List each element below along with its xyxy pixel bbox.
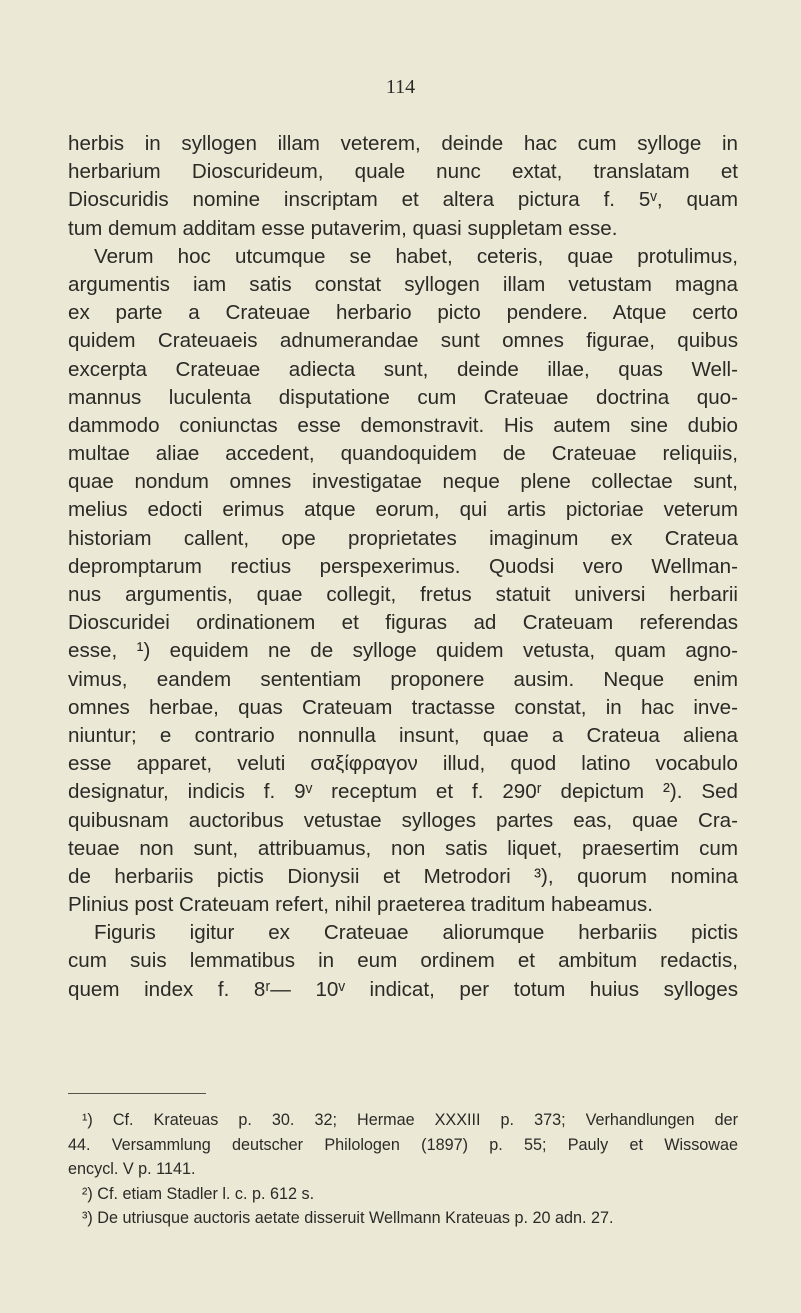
footnote-line: ²) Cf. etiam Stadler l. c. p. 612 s. — [82, 1184, 315, 1203]
text-line: tum demum additam esse putaverim, quasi suppletam esse. — [68, 216, 618, 240]
footnote-line: ³) De utriusque auctoris aetate disseruit Wellmann Krateuas p. 20 adn. 27. — [82, 1209, 614, 1227]
text-line: multae aliae accedent, quandoquidem de Crateuae reliquiis, — [68, 442, 738, 466]
text-line: ex parte a Crateuae herbario picto pendere. Atque certo — [68, 301, 738, 325]
footnote-line: 44. Versammlung deutscher Philologen (1897) p. 55; Pauly et Wissowae — [68, 1135, 738, 1154]
text-line: Figuris igitur ex Crateuae aliorumque herbariis pictis — [94, 921, 738, 945]
text-line: depromptarum rectius perspexerimus. Quodsi vero Wellman- — [68, 554, 738, 578]
text-line: designatur, indicis f. 9ᵛ receptum et f. 290ʳ depictum ²). Sed — [68, 780, 738, 804]
text-line: melius edocti erimus atque eorum, qui artis pictoriae veterum — [68, 498, 738, 522]
text-line: dammodo coniunctas esse demonstravit. His autem sine dubio — [68, 413, 738, 437]
text-line: quae nondum omnes investigatae neque plene collectae sunt, — [68, 470, 738, 494]
text-line: Dioscuridis nomine inscriptam et altera pictura f. 5ᵛ, quam — [68, 188, 738, 212]
text-line: historiam callent, ope proprietates imaginum ex Crateua — [68, 526, 738, 550]
body-text — [68, 130, 738, 1004]
text-line: excerpta Crateuae adiecta sunt, deinde illae, quas Well- — [68, 357, 738, 381]
footnote-line: ¹) Cf. Krateuas p. 30. 32; Hermae XXXIII p. 373; Verhandlungen der — [82, 1111, 738, 1129]
text-line: nus argumentis, quae collegit, fretus statuit universi herbarii — [68, 583, 738, 606]
text-line: herbarium Dioscurideum, quale nunc extat, translatam et — [68, 160, 738, 184]
text-line: esse apparet, veluti σαξίφραγον illud, quod latino vocabulo — [68, 752, 738, 776]
text-line: omnes herbae, quas Crateuam tractasse constat, in hac inve- — [68, 695, 738, 719]
text-line: teuae non sunt, attribuamus, non satis liquet, praesertim cum — [68, 836, 738, 860]
page-number: 114 — [385, 76, 416, 98]
text-line: esse, ¹) equidem ne de sylloge quidem vetusta, quam agno- — [68, 639, 738, 663]
text-line: vimus, eandem sententiam proponere ausim. Neque enim — [68, 667, 738, 691]
footnotes — [68, 1108, 738, 1231]
footnote-line: encycl. V p. 1141. — [68, 1160, 196, 1178]
text-line: herbis in syllogen illam veterem, deinde hac cum sylloge in — [68, 132, 738, 155]
text-line: mannus luculenta disputatione cum Crateuae doctrina quo- — [68, 385, 738, 409]
text-line: Plinius post Crateuam refert, nihil praeterea traditum habeamus. — [68, 893, 653, 917]
text-line: Dioscuridei ordinationem et figuras ad Crateuam referendas — [68, 611, 738, 635]
text-line: quidem Crateuaeis adnumerandae sunt omnes figurae, quibus — [68, 329, 738, 353]
text-line: quibusnam auctoribus vetustae sylloges partes eas, quae Cra- — [68, 808, 738, 832]
text-line: argumentis iam satis constat syllogen illam vetustam magna — [68, 272, 738, 296]
text-line: de herbariis pictis Dionysii et Metrodori ³), quorum nomina — [68, 864, 738, 888]
text-line: cum suis lemmatibus in eum ordinem et ambitum redactis, — [68, 949, 738, 973]
text-line: niuntur; e contrario nonnulla insunt, quae a Crateua aliena — [68, 723, 738, 747]
footnote-divider — [68, 1093, 206, 1094]
text-line: quem index f. 8ʳ— 10ᵛ indicat, per totum huius sylloges — [68, 977, 738, 1001]
text-line: Verum hoc utcumque se habet, ceteris, quae protulimus, — [94, 244, 738, 268]
